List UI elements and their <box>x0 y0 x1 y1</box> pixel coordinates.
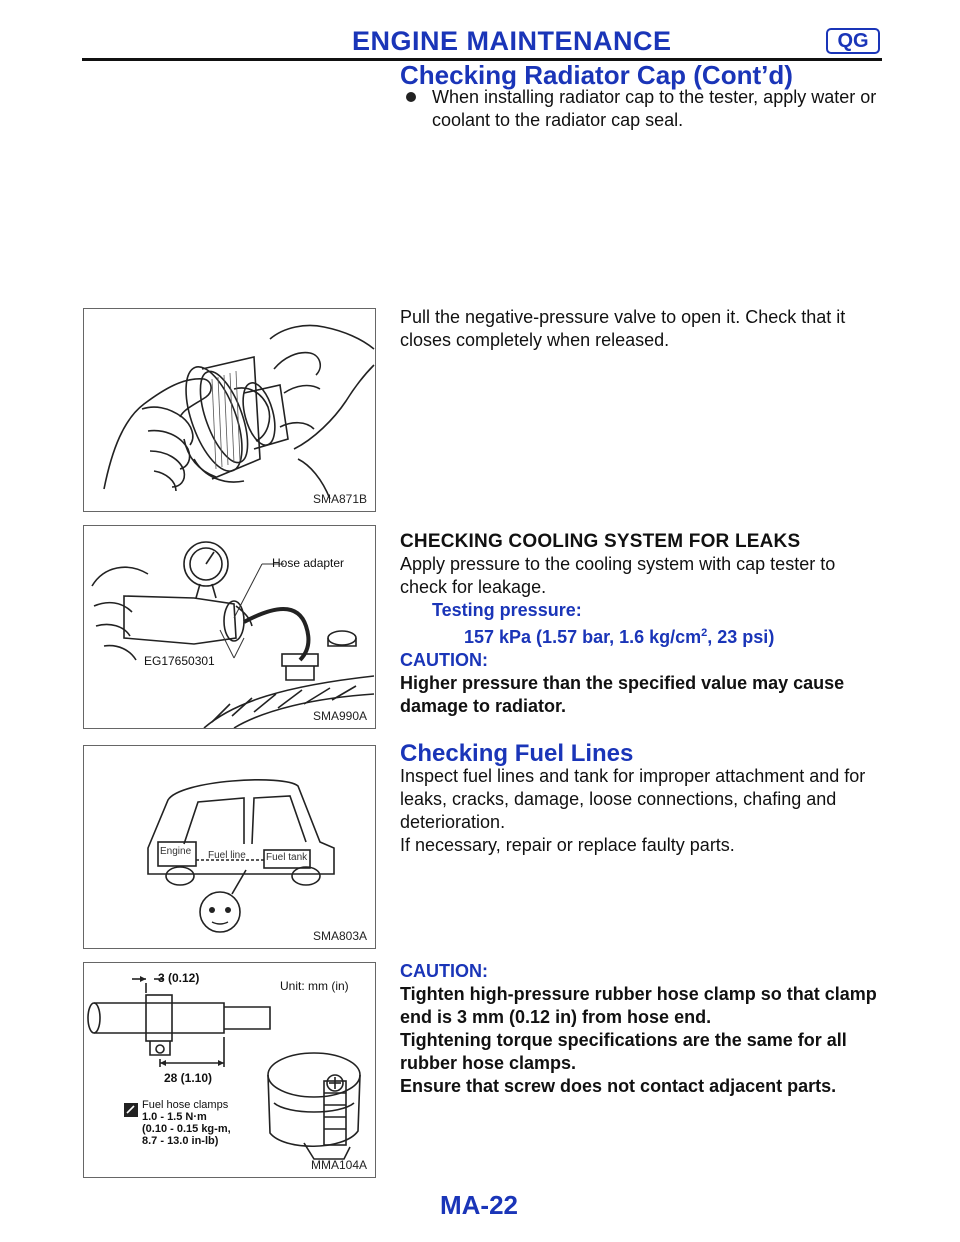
page-number: MA-22 <box>440 1190 519 1220</box>
pressure-value-part: 157 kPa (1.57 bar, 1.6 kg/cm <box>464 627 702 647</box>
torque-spec <box>142 1099 231 1147</box>
clamp-offset-dimension: 3 (0.12) <box>158 971 200 985</box>
torque-value: 1.0 - 1.5 N·m <box>142 1111 207 1123</box>
figure-id: SMA803A <box>312 929 367 943</box>
figure-radiator-cap <box>83 308 376 512</box>
figure-id: MMA104A <box>310 1158 367 1172</box>
caution-text: Higher pressure than the specified value may cause damage to radiator. <box>400 673 845 716</box>
figure-id: SMA990A <box>312 709 367 723</box>
pressure-value-part: , 23 psi) <box>707 627 775 647</box>
cooling-leak-text: Apply pressure to the cooling system with cap tester to check for leakage. <box>400 554 836 597</box>
section-title: Checking Radiator Cap (Cont’d) <box>400 60 793 90</box>
hose-adapter-label: Hose adapter <box>272 556 345 570</box>
header-title: ENGINE MAINTENANCE <box>352 26 672 56</box>
block-cooling-leak-check <box>400 530 886 718</box>
caution-label: CAUTION: <box>400 650 488 670</box>
fuel-lines-heading: Checking Fuel Lines <box>400 740 634 767</box>
clamp-length-dimension: 28 (1.10) <box>164 1071 213 1085</box>
torque-value: 8.7 - 13.0 in-lb) <box>142 1135 219 1147</box>
block-clamp-caution <box>400 960 886 1098</box>
testing-pressure-label: Testing pressure: <box>432 600 582 620</box>
figure-hose-clamp <box>83 962 376 1178</box>
testing-pressure-value <box>400 622 886 649</box>
engine-label: Engine <box>160 846 192 857</box>
bullet-text: When installing radiator cap to the tester, apply water or coolant to the radiator cap seal. <box>432 87 877 130</box>
cooling-leak-heading: CHECKING COOLING SYSTEM FOR LEAKS <box>400 531 801 552</box>
caution-line: Tightening torque specifications are the same for all rubber hose clamps. <box>400 1030 847 1073</box>
unit-label: Unit: mm (in) <box>280 979 349 993</box>
fuel-lines-repair-text: If necessary, repair or replace faulty parts. <box>400 835 735 855</box>
model-badge: QG <box>826 28 880 54</box>
block-install-note <box>400 86 886 132</box>
valve-check-text: Pull the negative-pressure valve to open it. Check that it closes completely when released. <box>400 307 846 350</box>
figure-fuel-lines <box>83 745 376 949</box>
block-checking-fuel-lines <box>400 742 886 857</box>
bullet-item <box>400 86 886 132</box>
fuel-lines-text: Inspect fuel lines and tank for improper attachment and for leaks, cracks, damage, loose connections, chafing and deterioration. <box>400 766 866 832</box>
pressure-unit-superscript: 2 <box>701 627 708 639</box>
tool-number-label: EG17650301 <box>144 654 215 668</box>
caution-line: Ensure that screw does not contact adjacent parts. <box>400 1076 837 1096</box>
bullet-icon <box>406 92 416 102</box>
car-fuel-line-illustration <box>84 746 375 948</box>
caution-line: Tighten high-pressure rubber hose clamp so that clamp end is 3 mm (0.12 in) from hose end. <box>400 984 877 1027</box>
torque-wrench-icon <box>124 1103 138 1117</box>
torque-title: Fuel hose clamps <box>142 1099 229 1111</box>
eye-icon <box>209 907 215 913</box>
caution-label: CAUTION: <box>400 961 488 981</box>
block-negative-pressure-valve <box>400 306 886 352</box>
figure-id: SMA871B <box>312 492 367 506</box>
radiator-cap-illustration <box>84 309 375 511</box>
torque-value: (0.10 - 0.15 kg-m, <box>142 1123 231 1135</box>
fuel-line-label: Fuel line <box>208 850 246 861</box>
figure-cap-tester <box>83 525 376 729</box>
eye-icon <box>225 907 231 913</box>
fuel-tank-label: Fuel tank <box>266 852 308 863</box>
